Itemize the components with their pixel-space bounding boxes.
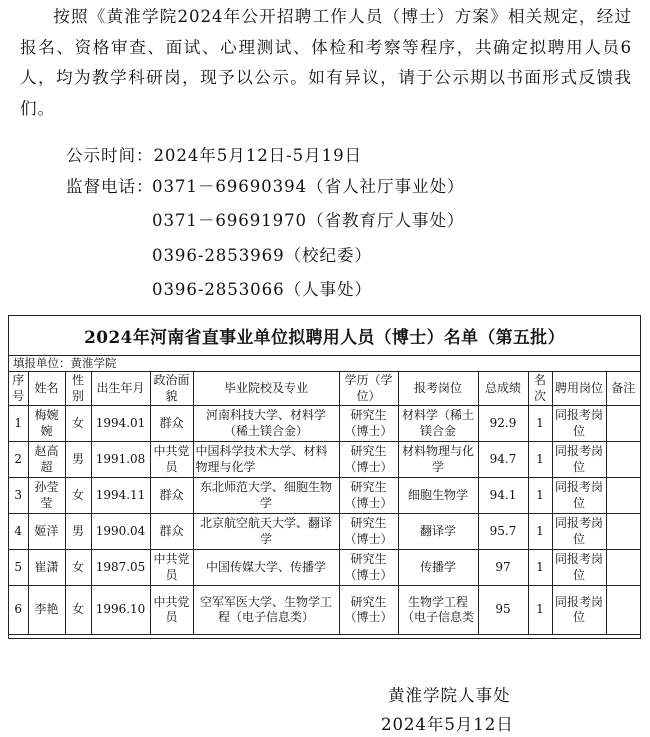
cell-no: 5 — [9, 550, 28, 586]
cell-school: 河南科技大学、材料学（稀土镁合金） — [193, 406, 339, 442]
cell-politics: 群众 — [150, 478, 193, 514]
table-row — [9, 514, 640, 550]
cell-rank: 1 — [528, 550, 552, 586]
phone-line-3: 0396-2853969（校纪委） — [152, 246, 373, 265]
cell-score: 92.9 — [478, 406, 528, 442]
cell-score: 95 — [478, 586, 528, 635]
cell-gender: 女 — [65, 586, 91, 635]
cell-remark — [606, 550, 640, 586]
cell-hire: 同报考岗位 — [552, 550, 606, 586]
cell-post: 翻译学 — [398, 514, 478, 550]
cell-post: 生物学工程（电子信息类 — [398, 586, 478, 635]
table-row — [9, 406, 640, 442]
cell-no: 6 — [9, 586, 28, 635]
cell-birth: 1994.01 — [91, 406, 150, 442]
cell-name: 孙莹莹 — [28, 478, 65, 514]
cell-name: 梅婉婉 — [28, 406, 65, 442]
header-score: 总成绩 — [478, 372, 528, 406]
cell-politics: 中共党员 — [150, 550, 193, 586]
cell-gender: 男 — [65, 514, 91, 550]
cell-name: 崔潇 — [28, 550, 65, 586]
cell-birth: 1994.11 — [91, 478, 150, 514]
header-rank: 名次 — [528, 372, 552, 406]
table-row — [9, 586, 640, 635]
cell-rank: 1 — [528, 586, 552, 635]
cell-birth: 1990.04 — [91, 514, 150, 550]
cell-hire: 同报考岗位 — [552, 442, 606, 478]
header-school: 毕业院校及专业 — [193, 372, 339, 406]
cell-post: 细胞生物学 — [398, 478, 478, 514]
cell-no: 4 — [9, 514, 28, 550]
cell-no: 3 — [9, 478, 28, 514]
cell-gender: 男 — [65, 442, 91, 478]
cell-edu: 研究生（博士） — [339, 550, 398, 586]
cell-name: 赵高超 — [28, 442, 65, 478]
cell-remark — [606, 442, 640, 478]
phone-line-4: 0396-2853066（人事处） — [152, 280, 373, 299]
cell-hire: 同报考岗位 — [552, 478, 606, 514]
cell-edu: 研究生（博士） — [339, 586, 398, 635]
cell-name: 姬洋 — [28, 514, 65, 550]
notice-period: 公示时间：2024年5月12日-5月19日 — [66, 146, 363, 165]
cell-school: 中国传媒大学、传播学 — [193, 550, 339, 586]
cell-school: 东北师范大学、细胞生物学 — [193, 478, 339, 514]
cell-hire: 同报考岗位 — [552, 514, 606, 550]
hiring-table — [8, 315, 641, 639]
header-edu: 学历（学位） — [339, 372, 398, 406]
cell-remark — [606, 514, 640, 550]
candidate-table — [9, 372, 640, 635]
table-row — [9, 442, 640, 478]
cell-score: 94.7 — [478, 442, 528, 478]
cell-rank: 1 — [528, 406, 552, 442]
reporting-unit: 填报单位：黄淮学院 — [9, 356, 640, 372]
signature-date: 2024年5月12日 — [381, 715, 514, 734]
table-row — [9, 550, 640, 586]
cell-post: 传播学 — [398, 550, 478, 586]
cell-no: 1 — [9, 406, 28, 442]
cell-hire: 同报考岗位 — [552, 406, 606, 442]
cell-birth: 1996.10 — [91, 586, 150, 635]
cell-score: 97 — [478, 550, 528, 586]
cell-no: 2 — [9, 442, 28, 478]
cell-rank: 1 — [528, 442, 552, 478]
cell-name: 李艳 — [28, 586, 65, 635]
cell-politics: 中共党员 — [150, 586, 193, 635]
header-gender: 性别 — [65, 372, 91, 406]
cell-edu: 研究生（博士） — [339, 478, 398, 514]
cell-birth: 1991.08 — [91, 442, 150, 478]
cell-gender: 女 — [65, 550, 91, 586]
cell-politics: 群众 — [150, 406, 193, 442]
cell-school: 中国科学技术大学、材料物理与化学 — [193, 442, 339, 478]
cell-edu: 研究生（博士） — [339, 442, 398, 478]
header-name: 姓名 — [28, 372, 65, 406]
phone-label: 监督电话： — [66, 177, 154, 196]
cell-hire: 同报考岗位 — [552, 586, 606, 635]
cell-rank: 1 — [528, 514, 552, 550]
signature-org: 黄淮学院人事处 — [388, 686, 511, 705]
cell-edu: 研究生（博士） — [339, 514, 398, 550]
cell-birth: 1987.05 — [91, 550, 150, 586]
header-post: 报考岗位 — [398, 372, 478, 406]
phone-line-2: 0371－69691970（省教育厅人事处） — [152, 211, 465, 230]
cell-rank: 1 — [528, 478, 552, 514]
table-header-row — [9, 372, 640, 406]
cell-edu: 研究生（博士） — [339, 406, 398, 442]
header-politics: 政治面貌 — [150, 372, 193, 406]
cell-remark — [606, 406, 640, 442]
cell-score: 94.1 — [478, 478, 528, 514]
cell-politics: 群众 — [150, 514, 193, 550]
table-title: 2024年河南省直事业单位拟聘用人员（博士）名单（第五批） — [9, 316, 640, 356]
header-birth: 出生年月 — [91, 372, 150, 406]
cell-politics: 中共党员 — [150, 442, 193, 478]
cell-remark — [606, 478, 640, 514]
header-remark: 备注 — [606, 372, 640, 406]
header-hire: 聘用岗位 — [552, 372, 606, 406]
header-no: 序号 — [9, 372, 28, 406]
cell-remark — [606, 586, 640, 635]
cell-gender: 女 — [65, 478, 91, 514]
table-row — [9, 478, 640, 514]
phone-line-1: 0371－69690394（省人社厅事业处） — [152, 177, 465, 196]
cell-school: 空军军医大学、生物学工程（电子信息类） — [193, 586, 339, 635]
cell-school: 北京航空航天大学、翻译学 — [193, 514, 339, 550]
intro-paragraph: 按照《黄淮学院2024年公开招聘工作人员（博士）方案》相关规定，经过报名、资格审查、面试、心理测试、体检和考察等程序，共确定拟聘用人员6人，均为教学科研岗，现予以公示。如有异议，请于公示期以书面形式反馈我们。 — [20, 7, 632, 118]
cell-post: 材料物理与化学 — [398, 442, 478, 478]
cell-score: 95.7 — [478, 514, 528, 550]
cell-gender: 女 — [65, 406, 91, 442]
cell-post: 材料学（稀土镁合金 — [398, 406, 478, 442]
